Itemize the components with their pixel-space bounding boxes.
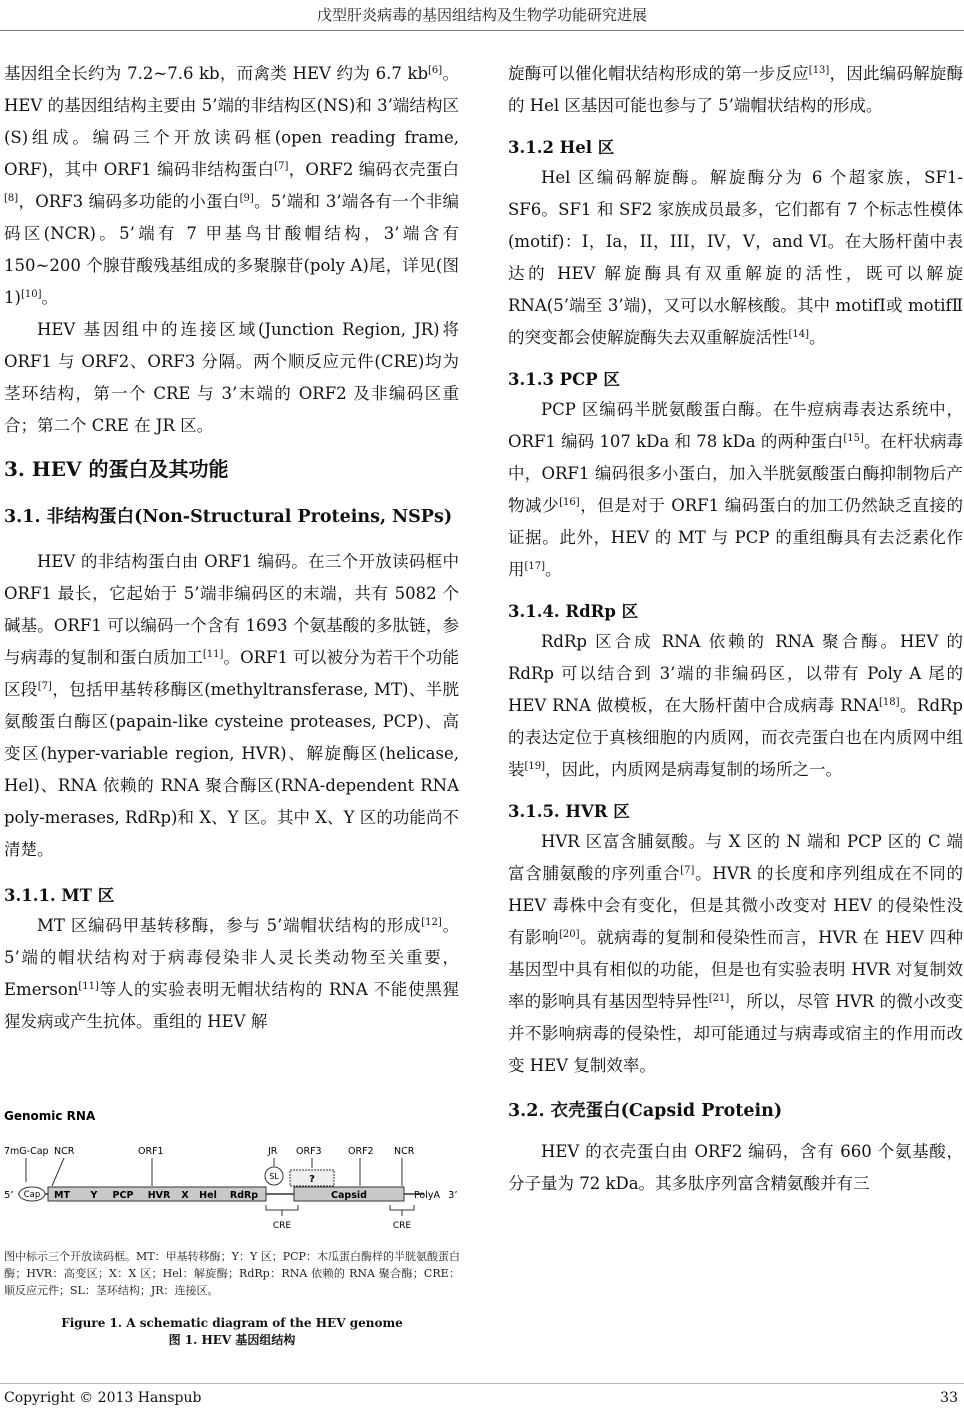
label-cap: Cap <box>23 1190 41 1200</box>
figure-1 <box>4 1108 460 1349</box>
domain-hvr: HVR <box>147 1190 171 1201</box>
domain-y: Y <box>90 1190 98 1201</box>
label-orf2: ORF2 <box>348 1146 374 1157</box>
figure-title-cn: 图 1. HEV 基因组结构 <box>168 1333 296 1347</box>
paragraph: Hel 区编码解旋酶。解旋酶分为 6 个超家族，SF1-SF6。SF1 和 SF2 家族成员最多，它们都有 7 个标志性模体(motif)：I，Ia，II，III，IV，V，and VI。在大肠杆菌中表达的 HEV 解旋酶具有双重解旋的活性，既可以解旋 RNA(5’端至 3’端)，又可以水解核酸。其中 motifⅠ或 motifⅡ的突变都会使解旋酶失去双重解旋活性[14]。 <box>508 168 963 347</box>
label-sl: SL <box>269 1172 279 1181</box>
citation[interactable]: [14] <box>788 329 810 340</box>
citation[interactable]: [19] <box>524 761 546 772</box>
paragraph: HEV 基因组中的连接区域(Junction Region, JR)将 ORF1 与 ORF2、ORF3 分隔。两个顺反应元件(CRE)均为茎环结构，第一个 CRE 与 3’末端的 ORF2 及非编码区重合；第二个 CRE 在 JR 区。 <box>4 320 459 435</box>
citation[interactable]: [9] <box>239 193 254 204</box>
citation[interactable]: [21] <box>708 993 730 1004</box>
subsubsection-heading: 3.1.4. RdRp 区 <box>508 602 639 621</box>
citation[interactable]: [20] <box>559 929 580 940</box>
domain-hel: Hel <box>199 1190 217 1201</box>
domain-capsid: Capsid <box>331 1190 367 1201</box>
citation[interactable]: [15] <box>843 433 864 444</box>
label-cre-2: CRE <box>392 1221 412 1231</box>
label-7mg-cap: 7mG-Cap <box>4 1146 49 1157</box>
subsubsection-heading: 3.1.3 PCP 区 <box>508 370 620 389</box>
citation[interactable]: [10] <box>20 289 42 300</box>
cre-bracket-2 <box>390 1205 414 1210</box>
label-orf3-unknown: ? <box>309 1174 315 1185</box>
domain-pcp: PCP <box>112 1190 134 1201</box>
paragraph: 基因组全长约为 7.2~7.6 kb，而禽类 HEV 约为 6.7 kb[6]。HEV 的基因组结构主要由 5’端的非结构区(NS)和 3’端结构区(S)组成。编码三个开放读码框(open reading frame, ORF)，其中 ORF1 编码非结构蛋白[7]，ORF2 编码衣壳蛋白[8]，ORF3 编码多功能的小蛋白[9]。5’端和 3’端各有一个非编码区(NCR)。5’端有 7 甲基鸟甘酸帽结构，3’端含有 150~200 个腺苷酸残基组成的多聚腺苷(poly A)尾，详见(图 1)[10]。 <box>4 64 459 307</box>
subsection-heading: 3.1. 非结构蛋白(Non-Structural Proteins, NSPs) <box>4 507 453 527</box>
paragraph: HVR 区富含脯氨酸。与 X 区的 N 端和 PCP 区的 C 端富含脯氨酸的序列重合[7]。HVR 的长度和序列组成在不同的 HEV 毒株中会有变化，但是其微小改变对 HEV 的侵染性没有影响[20]。就病毒的复制和侵染性而言，HVR 在 HEV 四种基因型中具有相似的功能，但是也有实验表明 HVR 对复制效率的影响具有基因型特异性[21]，所以，尽管 HVR 的微小改变并不影响病毒的侵染性，却可能通过与病毒或宿主的作用而改变 HEV 复制效率。 <box>508 832 964 1075</box>
page-number: 33 <box>940 1390 958 1406</box>
citation[interactable]: [17] <box>524 561 546 572</box>
label-orf3: ORF3 <box>296 1146 322 1157</box>
subsubsection-heading: 3.1.2 Hel 区 <box>508 138 615 157</box>
citation[interactable]: [6] <box>428 65 443 76</box>
subsection-heading: 3.2. 衣壳蛋白(Capsid Protein) <box>508 1101 783 1121</box>
citation[interactable]: [18] <box>879 697 900 708</box>
label-jr: JR <box>268 1146 278 1157</box>
citation[interactable]: [8] <box>4 193 19 204</box>
label-ncr-3: NCR <box>394 1146 415 1157</box>
header-divider <box>0 30 964 31</box>
label-cre-1: CRE <box>272 1221 292 1231</box>
paragraph: HEV 的非结构蛋白由 ORF1 编码。在三个开放读码框中 ORF1 最长，它起始于 5’端非编码区的末端，共有 5082 个碱基。ORF1 可以编码一个含有 1693 个氨基酸的多肽链，参与病毒的复制和蛋白质加工[11]。ORF1 可以被分为若干个功能区段[7]，包括甲基转移酶区(methyltransferase, MT)、半胱氨酸蛋白酶区(papain-like cysteine proteases, PCP)、高变区(hyper-variable region, HVR)、解旋酶区(helicase, Hel)、RNA 依赖的 RNA 聚合酶区(RNA-dependent RNA poly-merases, RdRp)和 X、Y 区。其中 X、Y 区的功能尚不清楚。 <box>4 552 460 859</box>
label-polya: PolyA <box>414 1190 440 1201</box>
section-heading: 3. HEV 的蛋白及其功能 <box>4 457 229 481</box>
citation[interactable]: [12] <box>421 917 442 928</box>
left-column <box>4 58 459 1038</box>
footer-divider <box>0 1383 964 1384</box>
subsubsection-heading: 3.1.5. HVR 区 <box>508 802 630 821</box>
domain-x: X <box>181 1190 189 1201</box>
label-5-prime: 5’ <box>4 1190 14 1201</box>
pointer-line <box>52 1158 64 1186</box>
paragraph: MT 区编码甲基转移酶，参与 5’端帽状结构的形成[12]。5’端的帽状结构对于病毒侵染非人灵长类动物至关重要，Emerson[11]等人的实验表明无帽状结构的 RNA 不能使黑猩猩发病或产生抗体。重组的 HEV 解 <box>4 916 460 1031</box>
running-title: 戊型肝炎病毒的基因组结构及生物学功能研究进展 <box>316 6 647 24</box>
paragraph: PCP 区编码半胱氨酸蛋白酶。在牛痘病毒表达系统中，ORF1 编码 107 kDa 和 78 kDa 的两种蛋白[15]。在杆状病毒中，ORF1 编码很多小蛋白，加入半胱氨酸蛋白酶抑制物后产物减少[16]，但是对于 ORF1 编码蛋白的加工仍然缺乏直接的证据。此外，HEV 的 MT 与 PCP 的重组酶具有去泛素化作用[17]。 <box>508 400 964 579</box>
citation[interactable]: [11] <box>202 649 224 660</box>
citation[interactable]: [13] <box>808 65 830 76</box>
citation[interactable]: [11] <box>78 981 99 992</box>
diagram-heading: Genomic RNA <box>4 1109 96 1123</box>
domain-mt: MT <box>54 1190 70 1201</box>
citation[interactable]: [7] <box>274 161 289 172</box>
right-column <box>508 58 963 1200</box>
label-ncr-5: NCR <box>54 1146 75 1157</box>
subsubsection-heading: 3.1.1. MT 区 <box>4 886 115 905</box>
paragraph: HEV 的衣壳蛋白由 ORF2 编码，含有 660 个氨基酸，分子量为 72 kDa。其多肽序列富含精氨酸并有三 <box>508 1142 963 1193</box>
figure-title-en: Figure 1. A schematic diagram of the HEV genome <box>61 1316 403 1330</box>
figure-caption-cn: 图中标示三个开放读码框。MT：甲基转移酶；Y：Y 区；PCP：木瓜蛋白酶样的半胱氨酸蛋白酶；HVR：高变区；X：X 区；Hel：解旋酶；RdRp：RNA 依赖的 RNA 聚合酶；CRE：顺反应元件；SL：茎环结构；JR：连接区。 <box>4 1250 460 1297</box>
genome-diagram <box>4 1108 460 1238</box>
paragraph: 旋酶可以催化帽状结构形成的第一步反应[13]，因此编码解旋酶的 Hel 区基因可能也参与了 5’端帽状结构的形成。 <box>508 64 964 115</box>
cre-bracket-1 <box>266 1205 298 1210</box>
citation[interactable]: [16] <box>559 497 580 508</box>
paragraph: RdRp 区合成 RNA 依赖的 RNA 聚合酶。HEV 的 RdRp 可以结合到 3’端的非编码区，以带有 Poly A 尾的 HEV RNA 做模板，在大肠杆菌中合成病毒 RNA[18]。RdRp 的表达定位于真核细胞的内质网，而衣壳蛋白也在内质网中组装[19]，因此，内质网是病毒复制的场所之一。 <box>508 632 963 779</box>
copyright: Copyright © 2013 Hanspub <box>4 1390 202 1406</box>
domain-rdrp: RdRp <box>229 1190 259 1201</box>
citation[interactable]: [7] <box>680 865 695 876</box>
label-3-prime: 3’ <box>448 1190 458 1201</box>
label-orf1: ORF1 <box>138 1146 164 1157</box>
citation[interactable]: [7] <box>37 681 52 692</box>
